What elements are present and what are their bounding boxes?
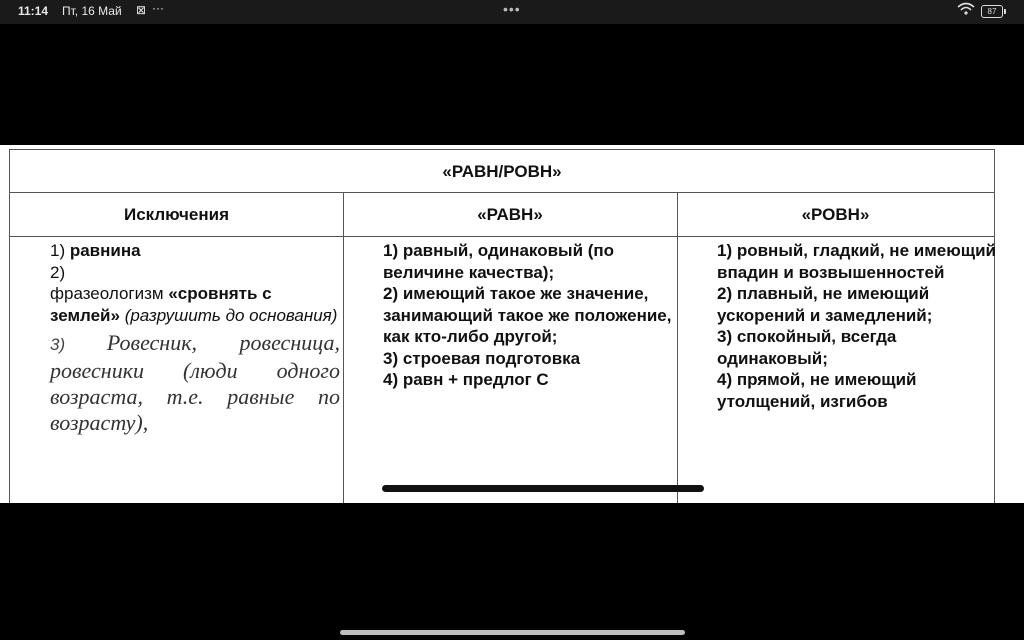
list-item: 1) ровный, гладкий, не имеющий впадин и возвышенностей [717,241,996,282]
list-item: 4) равн + предлог С [383,370,549,389]
list-item: 4) прямой, не имеющий утолщений, изгибов [717,370,917,411]
list-item: 2) имеющий такое же значение, занимающий такое же положение, как кто-либо другой; [383,284,672,346]
exceptions-cell [50,240,340,436]
exception-example-text: Ровесник, ровесница, ровесники (люди одного возраста, т.е. равные по возрасту), [50,330,341,435]
exception-item: фразеологизм «сровнять с землей» (разрушить до основания) [50,284,338,325]
multitask-dots-icon[interactable]: ••• [503,1,521,17]
list-item: 2) плавный, не имеющий ускорений и замедлений; [717,284,933,325]
header-rovn: «РОВН» [801,205,870,224]
exception-item: 3) Ровесник, ровесница, ровесники (люди одного возраста, т.е. равные по возрасту), [50,330,341,435]
list-item: 3) строевая подготовка [383,348,581,368]
horizontal-scrollbar[interactable] [382,485,704,492]
list-item: 3) спокойный, всегда одинаковый; [717,327,897,368]
home-indicator[interactable] [340,630,685,635]
header-exceptions: Исключения [123,205,230,224]
header-ravn: «РАВН» [477,205,543,224]
battery-icon: 87 [981,5,1003,18]
notification-icon: ⊠ [136,3,147,17]
table-title: «РАВН/РОВН» [10,150,994,193]
exception-item: 1) равнина [50,241,141,260]
status-date: Пт, 16 Май [62,4,122,18]
status-time: 11:14 [18,4,49,18]
more-notifications-icon: ··· [152,1,164,15]
wifi-icon [957,2,975,19]
exception-item: 2) [50,262,66,282]
document-image [0,145,1024,503]
table-header-row [10,193,994,237]
ravn-cell [383,240,683,391]
status-bar [0,0,1024,24]
column-divider [343,193,344,503]
rovn-cell [717,240,997,412]
comparison-table [9,149,995,503]
list-item: 1) равный, одинаковый (по величине качества); [383,241,615,282]
